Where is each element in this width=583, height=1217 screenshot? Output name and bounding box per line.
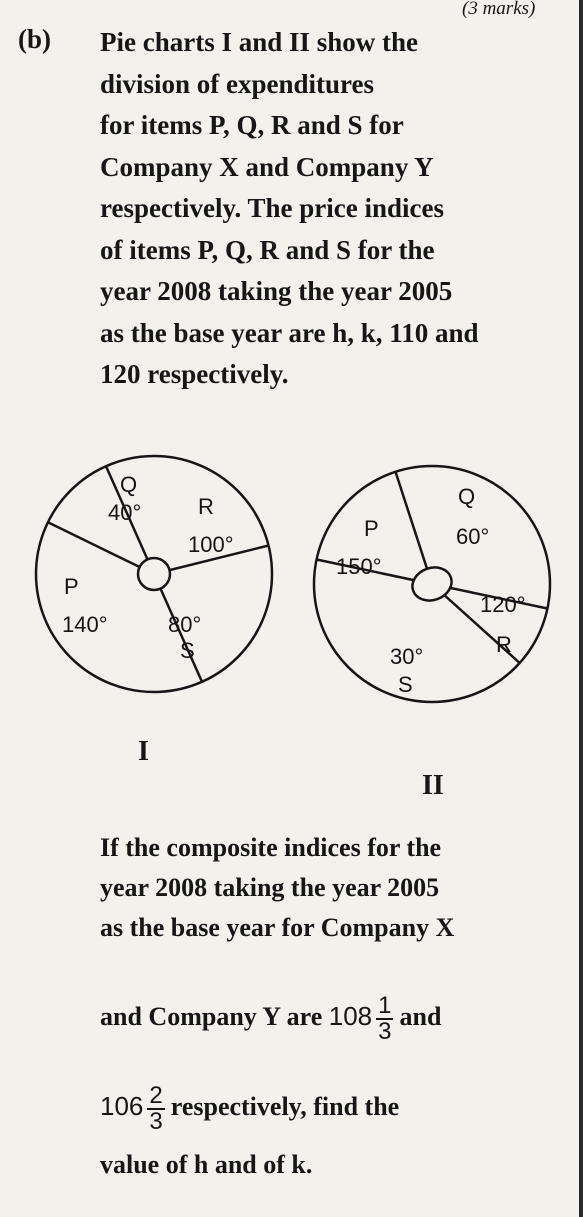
index-y-whole: 106 <box>100 1090 144 1121</box>
index-x-denominator: 3 <box>378 1018 392 1045</box>
stem-line: Company X and Company Y <box>100 151 434 182</box>
pie-1-label-r: R <box>198 494 214 519</box>
pie-1-label-q: Q <box>120 472 138 497</box>
stem-line: Pie charts I and II show the <box>100 27 419 57</box>
respectively-text: respectively, find the <box>170 1091 400 1121</box>
pie-2-angle-r: 120° <box>480 592 526 617</box>
index-x-whole: 108 <box>328 1000 373 1031</box>
index-x-numerator: 1 <box>378 992 392 1019</box>
stem-line: respectively. The price indices <box>100 193 444 223</box>
company-y-text: and Company Y are <box>100 1001 323 1031</box>
pie-2-angle-q: 60° <box>456 524 490 549</box>
index-y-denominator: 3 <box>149 1108 163 1135</box>
pie-1-divider <box>48 522 154 574</box>
pie-1-label-p: P <box>64 574 79 599</box>
final-line: value of h and of k. <box>100 1150 313 1179</box>
index-y-fraction <box>147 1084 164 1134</box>
followup-line: year 2008 taking the year 2005 <box>100 873 440 902</box>
pie-1-angle-r: 100° <box>188 532 234 557</box>
pie-1-angle-p: 140° <box>62 612 108 637</box>
pie-2-label-q: Q <box>458 484 476 509</box>
stem-line: of items P, Q, R and S for the <box>100 234 435 265</box>
stem-line: as the base year are h, k, 110 and <box>100 317 479 348</box>
followup-line: as the base year for Company X <box>100 913 455 942</box>
pie-1-angle-s: 80° <box>168 612 202 637</box>
pie-2-label-p: P <box>364 516 379 541</box>
question-stem <box>100 22 570 396</box>
followup-line: If the composite indices for the <box>100 833 442 862</box>
marks-label: (3 marks) <box>462 0 536 19</box>
pie-1-caption: I <box>138 736 149 767</box>
index-y-numerator: 2 <box>149 1082 163 1109</box>
pie-2-divider <box>396 472 433 584</box>
pie-2-caption: II <box>422 770 444 801</box>
and-text: and <box>399 1001 442 1031</box>
stem-line: 120 respectively. <box>100 359 289 389</box>
pie-1-center-ring <box>138 558 170 590</box>
question-label: (b) <box>18 24 51 54</box>
pie-chart-1 <box>40 460 300 720</box>
stem-line: year 2008 taking the year 2005 <box>100 276 453 306</box>
pie-2-angle-s: 30° <box>390 644 424 669</box>
page-edge <box>579 0 583 1217</box>
pie-2-label-s: S <box>398 672 413 697</box>
pie-chart-2 <box>318 470 578 730</box>
pie-1-label-s: S <box>180 638 195 663</box>
pie-2-angle-p: 150° <box>336 554 382 579</box>
company-z-line <box>100 1084 399 1134</box>
company-y-line <box>100 994 441 1044</box>
pie-2-label-r: R <box>496 632 512 657</box>
pie-1-angle-q: 40° <box>108 500 142 525</box>
stem-line: for items P, Q, R and S for <box>100 110 404 140</box>
stem-line: division of expenditures <box>100 68 375 99</box>
index-x-fraction <box>376 994 393 1044</box>
followup-text <box>100 828 570 948</box>
